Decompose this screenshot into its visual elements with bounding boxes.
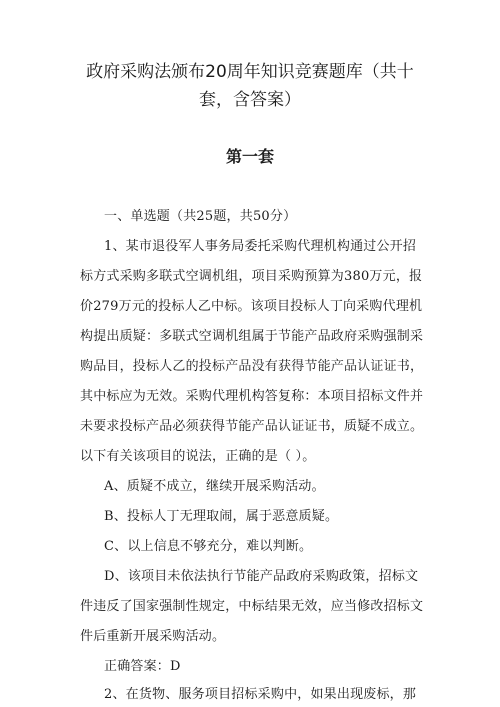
option-a: A、质疑不成立，继续开展采购活动。 <box>104 479 325 494</box>
question-1-line-7: 未要求投标产品必须获得节能产品认证证书，质疑不成立。 <box>80 419 424 434</box>
option-c: C、以上信息不够充分，难以判断。 <box>104 539 313 554</box>
set-heading: 第一套 <box>225 147 274 166</box>
question-1-line-8: 以下有关该项目的说法，正确的是（ ）。 <box>80 449 316 464</box>
answer-text: 正确答案：D <box>104 659 181 674</box>
document-title <box>80 58 420 114</box>
option-d-line-2: 件违反了国家强制性规定，中标结果无效，应当修改招标文 <box>80 599 424 614</box>
question-1-line-3: 价279万元的投标人乙中标。该项目投标人丁向采购代理机 <box>80 299 423 314</box>
document-title-line-1: 政府采购法颁布20周年知识竞赛题库（共十 <box>86 62 414 82</box>
question-1-line-4: 构提出质疑：多联式空调机组属于节能产品政府采购强制采 <box>80 329 424 344</box>
question-1-line-5: 购品目，投标人乙的投标产品没有获得节能产品认证证书， <box>80 359 424 374</box>
option-d-line-1: D、该项目未依法执行节能产品政府采购政策，招标文 <box>104 569 419 584</box>
section-heading: 一、单选题（共25题，共50分） <box>104 209 297 224</box>
question-2-line-1: 2、在货物、服务项目招标采购中，如果出现废标，那 <box>104 687 417 702</box>
document-title-line-2: 套，含答案） <box>199 90 301 110</box>
question-1-line-6: 其中标应为无效。采购代理机构答复称：本项目招标文件并 <box>80 389 424 404</box>
question-1-line-1: 1、某市退役军人事务局委托采购代理机构通过公开招 <box>104 239 417 254</box>
option-d-line-3: 件后重新开展采购活动。 <box>80 629 226 644</box>
question-1-line-2: 标方式采购多联式空调机组，项目采购预算为380万元，报 <box>80 269 423 284</box>
option-b: B、投标人丁无理取闹，属于恶意质疑。 <box>104 509 339 524</box>
